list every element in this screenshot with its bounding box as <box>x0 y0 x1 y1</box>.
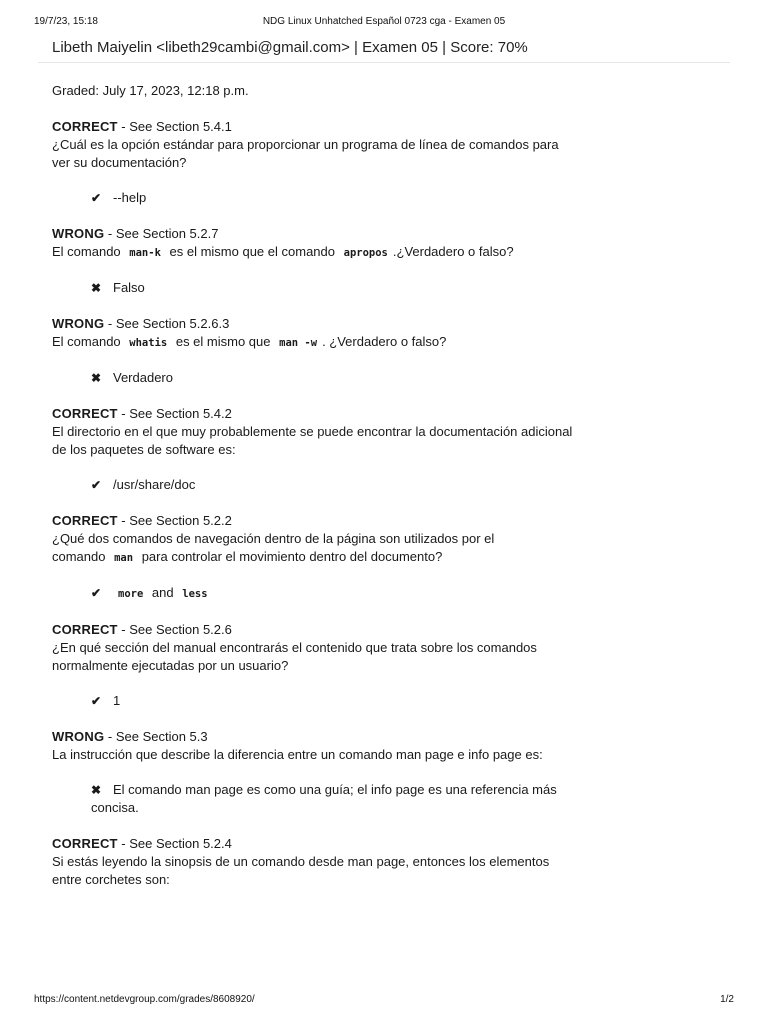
status-correct: CORRECT <box>52 119 118 134</box>
x-icon: ✖ <box>91 371 102 385</box>
status-correct: CORRECT <box>52 406 118 421</box>
question-text-line: La instrucción que describe la diferencia entre un comando man page e info page es: <box>52 747 543 762</box>
page-title: Libeth Maiyelin <libeth29cambi@gmail.com> | Examen 05 | Score: 70% <box>52 39 528 56</box>
question-text-line: ¿Qué dos comandos de navegación dentro de la página son utilizados por el <box>52 531 495 546</box>
page-number: 1/2 <box>720 994 734 1005</box>
print-header <box>34 16 734 30</box>
question-text-part: . ¿Verdadero o falso? <box>322 334 447 349</box>
section-reference: - See Section 5.2.6 <box>117 622 232 637</box>
question-text-line: ver su documentación? <box>52 155 187 170</box>
question-6 <box>52 621 612 710</box>
question-text <box>52 746 612 764</box>
print-doc-title: NDG Linux Unhatched Español 0723 cga - Examen 05 <box>262 16 506 27</box>
answer-text: --help <box>113 190 147 205</box>
question-text <box>52 333 612 352</box>
question-4 <box>52 405 612 494</box>
status-wrong: WRONG <box>52 316 105 331</box>
section-reference: - See Section 5.2.7 <box>104 226 219 241</box>
check-icon: ✔ <box>91 191 102 205</box>
section-reference: - See Section 5.2.4 <box>117 836 232 851</box>
question-status-line <box>52 118 612 136</box>
exam-results <box>52 82 612 907</box>
question-3 <box>52 315 612 387</box>
question-status-line <box>52 728 612 746</box>
question-text-line: Si estás leyendo la sinopsis de un comando desde man page, entonces los elementos <box>52 854 550 869</box>
answer-text: Falso <box>113 280 145 295</box>
question-text-line: normalmente ejecutadas por un usuario? <box>52 658 289 673</box>
question-2 <box>52 225 612 297</box>
title-divider <box>38 62 730 63</box>
question-text-line: El directorio en el que muy probablemente se puede encontrar la documentación adicional <box>52 424 573 439</box>
question-text-part: es el mismo que el comando <box>169 244 335 259</box>
status-correct: CORRECT <box>52 622 118 637</box>
question-text-line: entre corchetes son: <box>52 872 170 887</box>
print-footer <box>34 994 734 1008</box>
answer <box>91 584 612 603</box>
question-5 <box>52 512 612 603</box>
answer-text: /usr/share/doc <box>113 477 196 492</box>
question-1 <box>52 118 612 207</box>
question-text <box>52 530 612 567</box>
question-text-part: El comando <box>52 244 121 259</box>
check-icon: ✔ <box>91 478 102 492</box>
status-wrong: WRONG <box>52 226 105 241</box>
answer-text-line: El comando man page es como una guía; el info page es una referencia más <box>113 782 557 797</box>
answer-text: and <box>151 585 174 600</box>
question-text-part: .¿Verdadero o falso? <box>392 244 514 259</box>
answer <box>91 476 612 494</box>
question-text <box>52 423 612 459</box>
question-status-line <box>52 835 612 853</box>
graded-date: Graded: July 17, 2023, 12:18 p.m. <box>52 83 249 98</box>
status-correct: CORRECT <box>52 513 118 528</box>
question-status-line <box>52 315 612 333</box>
section-reference: - See Section 5.3 <box>104 729 208 744</box>
answer-command-code: less <box>182 588 208 600</box>
question-text <box>52 639 612 675</box>
answer-text: Verdadero <box>113 370 173 385</box>
print-date: 19/7/23, 15:18 <box>34 16 98 27</box>
section-reference: - See Section 5.2.2 <box>117 513 232 528</box>
question-status-line <box>52 512 612 530</box>
check-icon: ✔ <box>91 694 102 708</box>
x-icon: ✖ <box>91 783 102 797</box>
answer <box>91 692 612 710</box>
question-text <box>52 853 612 889</box>
question-text-part: es el mismo que <box>175 334 271 349</box>
answer-command-code: more <box>118 588 144 600</box>
answer-continuation: concisa. <box>91 800 139 815</box>
answer <box>91 279 612 297</box>
command-code: man <box>114 552 134 564</box>
question-text-line: ¿En qué sección del manual encontrarás el contenido que trata sobre los comandos <box>52 640 537 655</box>
question-7 <box>52 728 612 817</box>
answer <box>91 369 612 387</box>
answer <box>91 781 612 799</box>
question-text-part: para controlar el movimiento dentro del documento? <box>141 549 443 564</box>
status-correct: CORRECT <box>52 836 118 851</box>
section-reference: - See Section 5.4.2 <box>117 406 232 421</box>
section-reference: - See Section 5.2.6.3 <box>104 316 230 331</box>
question-text-part: comando <box>52 549 106 564</box>
command-code: apropos <box>343 247 388 259</box>
status-wrong: WRONG <box>52 729 105 744</box>
question-text <box>52 243 612 262</box>
command-code: whatis <box>129 337 168 349</box>
question-text <box>52 136 612 172</box>
question-text-line: de los paquetes de software es: <box>52 442 236 457</box>
command-code: man -w <box>279 337 318 349</box>
check-icon: ✔ <box>91 586 102 600</box>
question-status-line <box>52 225 612 243</box>
question-status-line <box>52 405 612 423</box>
question-status-line <box>52 621 612 639</box>
question-text-line: ¿Cuál es la opción estándar para proporcionar un programa de línea de comandos para <box>52 137 559 152</box>
print-url: https://content.netdevgroup.com/grades/8608920/ <box>34 994 255 1005</box>
section-reference: - See Section 5.4.1 <box>117 119 232 134</box>
x-icon: ✖ <box>91 281 102 295</box>
question-text-part: El comando <box>52 334 121 349</box>
question-8 <box>52 835 612 889</box>
command-code: man-k <box>129 247 161 259</box>
answer-text: 1 <box>113 693 121 708</box>
answer <box>91 189 612 207</box>
